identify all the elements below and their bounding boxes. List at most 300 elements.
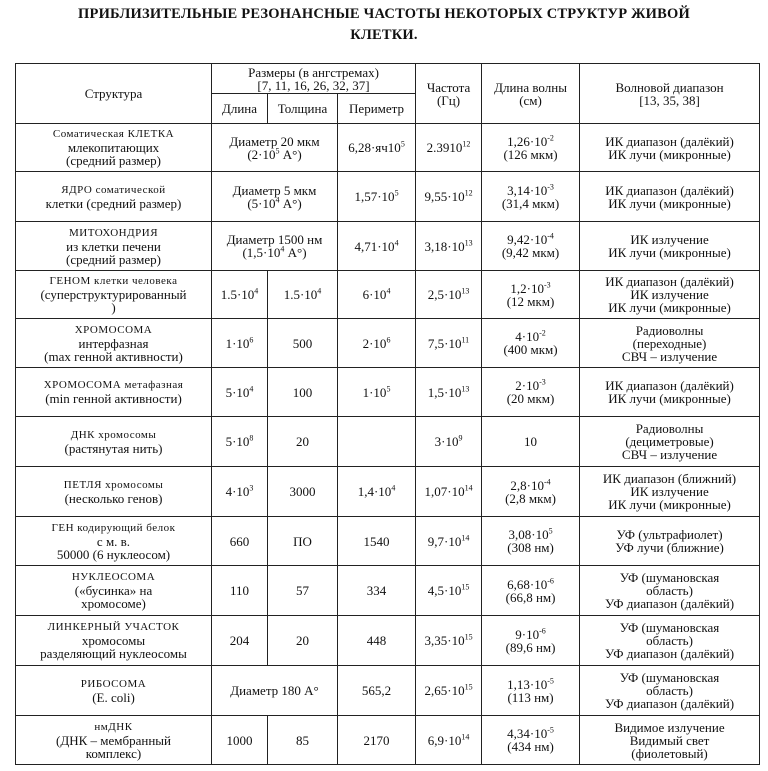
wavelength-exponent: -3 [547,182,554,192]
frequency-mantissa: 1,5·10 [427,384,462,400]
structure-cell [16,124,212,172]
wavelength-mantissa: 3,08·10 [508,527,549,542]
frequency-cell [416,319,482,368]
wave-range-line: ИК лучи (микронные) [608,497,731,512]
perimeter-cell [338,368,416,417]
length-mantissa: 204 [229,633,250,648]
header-wave-range-line-1: Волновой диапазон [615,79,724,95]
frequency-mantissa: 2.3910 [426,140,463,155]
structure-line: ХРОМОСОМА [74,323,153,336]
perimeter-mantissa: 448 [366,633,387,648]
wave-range-line: Видимое излучение [614,719,725,735]
table-body [16,124,760,765]
header-structure: Структура [16,64,212,124]
header-wavelength-line-1: Длина волны [494,79,567,95]
perimeter-exponent: 5 [386,384,391,394]
wavelength-cell [482,566,580,616]
wave-range-line: УФ диапазон (далёкий) [604,596,735,611]
perimeter-cell [338,566,416,616]
table-row [16,222,760,271]
wavelength-metric: (89,6 нм) [505,639,556,655]
length-exponent: 8 [249,433,254,443]
structure-line: (min генной активности) [45,391,182,406]
wavelength-metric: (400 мкм) [503,342,558,357]
header-frequency [416,64,482,124]
structure-line: 50000 (6 нуклеосом) [56,546,171,562]
wave-range-line: УФ диапазон (далёкий) [604,696,735,711]
perimeter-exponent: 6 [386,335,391,345]
wave-range-line: ИК диапазон (ближний) [602,471,737,486]
length-mantissa: 660 [229,533,250,549]
structure-line: («бусинка» на [74,583,153,598]
thickness-exponent: 4 [317,286,322,296]
length-mantissa: 5·10 [225,384,250,400]
thickness-mantissa: 100 [292,384,313,400]
structure-cell [16,417,212,467]
thickness-mantissa: 500 [292,335,313,351]
diameter-line: Диаметр 180 А° [230,683,319,698]
frequency-cell [416,716,482,765]
wavelength-cell [482,222,580,271]
wave-range-line: ИК излучение [630,287,709,302]
diameter-cell [212,172,338,222]
perimeter-exponent: 5 [394,188,399,198]
perimeter-mantissa: 1540 [363,533,390,549]
wave-range-line: СВЧ – излучение [621,348,718,364]
header-perimeter: Периметр [338,94,416,124]
wave-range-cell [580,716,760,765]
length-cell [212,517,268,566]
wavelength-metric: (2,8 мкм) [505,490,556,506]
wavelength-mantissa: 2,8·10 [510,477,544,493]
wave-range-line: УФ диапазон (далёкий) [604,646,735,661]
structure-line: ) [111,300,116,315]
perimeter-cell [338,467,416,517]
wavelength-cell [482,319,580,368]
wave-range-line: УФ (ультрафиолет) [616,527,723,542]
header-length: Длина [212,94,268,124]
wave-range-line: ИК диапазон (далёкий) [605,378,734,393]
perimeter-cell [338,319,416,368]
perimeter-mantissa: 1,57·10 [354,189,395,204]
wavelength-exponent: -6 [539,626,546,636]
wavelength-cell [482,368,580,417]
structure-cell [16,666,212,716]
length-cell [212,417,268,467]
header-sizes-line-2: [7, 11, 16, 26, 32, 37] [257,77,370,93]
wavelength-cell [482,271,580,319]
wavelength-cell [482,467,580,517]
thickness-cell [268,616,338,666]
structure-line: интерфазная [78,335,149,351]
wavelength-exponent: -3 [539,377,546,387]
wavelength-exponent: -6 [547,576,554,586]
table-row [16,566,760,616]
length-cell [212,271,268,319]
structure-cell [16,566,212,616]
resonance-table [15,63,760,765]
wavelength-value [484,282,577,295]
structure-line: ГЕНОМ клетки человека [49,275,178,287]
length-cell [212,467,268,517]
frequency-exponent: 9 [458,433,463,443]
table-row [16,417,760,467]
wavelength-mantissa: 9,42·10 [507,232,548,247]
structure-line: (ДНК – мембранный [56,732,171,748]
structure-line: (E. coli) [92,689,135,705]
wavelength-mantissa: 10 [524,434,538,449]
structure-line: ПЕТЛЯ хромосомы [63,478,164,491]
wavelength-mantissa: 1,2·10 [510,280,544,296]
wavelength-metric: (126 мкм) [503,146,558,162]
table-row [16,467,760,517]
diameter-angstrom-line [214,148,335,161]
frequency-cell [416,222,482,271]
diameter-angstrom-unit: А°) [279,146,302,162]
perimeter-cell [338,417,416,467]
frequency-exponent: 14 [461,732,470,742]
wave-range-cell [580,368,760,417]
wavelength-metric: (9,42 мкм) [501,245,560,260]
structure-line: ЯДРО соматической [61,183,166,196]
length-cell [212,566,268,616]
title-line-2: КЛЕТКИ. [350,27,418,43]
wave-range-cell [580,172,760,222]
structure-cell [16,319,212,368]
structure-line: клетки (средний размер) [45,195,182,211]
length-exponent: 3 [249,483,254,493]
wavelength-metric: (308 нм) [507,540,554,555]
wavelength-value [484,184,577,197]
length-mantissa: 4·10 [225,484,250,499]
frequency-cell [416,172,482,222]
wave-range-line: область) [646,633,693,648]
header-frequency-line-2: (Гц) [436,92,461,108]
structure-line: нмДНК [94,720,133,733]
length-mantissa: 1.5·10 [220,287,255,302]
thickness-mantissa: ПО [293,533,312,549]
frequency-exponent: 13 [461,286,470,296]
diameter-angstrom-line [214,197,335,210]
frequency-exponent: 13 [464,238,473,248]
structure-line: (средний размер) [66,153,161,168]
frequency-mantissa: 3·10 [434,434,459,449]
frequency-cell [416,417,482,467]
perimeter-mantissa: 4,71·10 [354,238,395,254]
wave-range-line: СВЧ – излучение [621,447,718,462]
page-title [0,4,768,46]
thickness-mantissa: 1.5·10 [283,287,318,302]
length-exponent: 4 [249,384,254,394]
table-row [16,517,760,566]
structure-line: ДНК хромосомы [70,428,157,441]
perimeter-mantissa: 565,2 [361,683,392,698]
structure-line: РИБОСОМА [80,677,147,690]
diameter-angstrom-exponent: 4 [280,244,285,254]
thickness-mantissa: 3000 [289,484,316,499]
perimeter-cell [338,517,416,566]
header-sizes-line-1: Размеры (в ангстремах) [248,64,379,80]
wavelength-metric: (31,4 мкм) [501,195,560,211]
length-mantissa: 110 [229,583,250,598]
frequency-exponent: 14 [461,533,470,543]
wave-range-line: УФ (шумановская [619,620,720,635]
wavelength-metric: (20 мкм) [506,391,555,406]
wave-range-cell [580,124,760,172]
wavelength-value [484,435,577,448]
thickness-mantissa: 20 [296,633,309,648]
wave-range-line: ИК диапазон (далёкий) [605,133,734,149]
wave-range-line: УФ лучи (ближние) [615,540,724,555]
length-cell [212,319,268,368]
wavelength-metric: (434 нм) [507,739,554,754]
structure-line: из клетки печени [66,238,161,254]
header-thickness: Толщина [268,94,338,124]
thickness-mantissa: 20 [296,434,309,449]
wavelength-value [484,479,577,492]
diameter-angstrom-unit: А°) [279,195,302,211]
structure-line: с м. в. [96,533,131,549]
wavelength-exponent: -2 [539,328,546,338]
diameter-angstrom-exponent: 5 [275,146,280,156]
wavelength-cell [482,172,580,222]
wave-range-line: УФ (шумановская [619,670,720,685]
diameter-line: Диаметр 5 мкм [232,182,317,198]
wavelength-mantissa: 6,68·10 [507,576,548,592]
header-wavelength [482,64,580,124]
structure-line: (max генной активности) [44,348,183,364]
wave-range-line: Видимый свет [629,732,710,748]
thickness-cell [268,319,338,368]
perimeter-mantissa: 6,28·яч10 [348,140,401,155]
wave-range-line: ИК лучи (микронные) [608,300,731,315]
thickness-mantissa: 57 [296,583,309,598]
perimeter-cell [338,616,416,666]
thickness-cell [268,517,338,566]
frequency-mantissa: 3,35·10 [424,633,465,648]
table-row [16,368,760,417]
diameter-angstrom-mantissa: (2·10 [247,146,276,162]
wave-range-cell [580,319,760,368]
wave-range-line: ИК лучи (микронные) [608,245,731,260]
frequency-exponent: 14 [464,483,473,493]
wavelength-exponent: -4 [547,231,554,241]
frequency-mantissa: 4,5·10 [427,583,462,598]
perimeter-mantissa: 2·10 [362,335,387,351]
wave-range-cell [580,666,760,716]
frequency-exponent: 15 [464,632,473,642]
diameter-angstrom-exponent: 4 [275,195,280,205]
wavelength-metric: (113 нм) [507,689,554,705]
wavelength-exponent: 5 [548,526,553,536]
perimeter-exponent: 4 [394,238,399,248]
frequency-mantissa: 9,7·10 [427,533,462,549]
frequency-exponent: 13 [461,384,470,394]
wavelength-cell [482,716,580,765]
wavelength-cell [482,616,580,666]
structure-cell [16,222,212,271]
structure-line: ГЕН кодирующий белок [51,521,176,534]
wavelength-cell [482,124,580,172]
thickness-mantissa: 85 [296,732,309,748]
thickness-cell [268,368,338,417]
header-row-1 [16,64,760,94]
structure-line: комплекс) [85,745,142,761]
frequency-mantissa: 1,07·10 [424,484,465,499]
table-row [16,319,760,368]
wave-range-line: ИК лучи (микронные) [608,391,731,406]
wavelength-metric: (66,8 нм) [505,589,556,605]
header-wave-range [580,64,760,124]
wavelength-exponent: -3 [543,280,551,290]
structure-line: ХРОМОСОМА метафазная [43,379,184,391]
wave-range-cell [580,566,760,616]
wave-range-line: ИК лучи (микронные) [608,146,731,162]
perimeter-mantissa: 1,4·10 [357,484,392,499]
wavelength-mantissa: 2·10 [515,378,540,393]
frequency-cell [416,666,482,716]
structure-line: хромосомы [81,633,146,648]
length-exponent: 4 [254,286,259,296]
structure-line: Соматическая КЛЕТКА [52,128,175,140]
perimeter-mantissa: 6·10 [362,287,387,302]
structure-cell [16,271,212,319]
thickness-cell [268,271,338,319]
structure-line: млекопитающих [67,140,160,155]
table-row [16,124,760,172]
frequency-cell [416,616,482,666]
wave-range-line: ИК диапазон (далёкий) [605,182,734,198]
wave-range-cell [580,517,760,566]
frequency-mantissa: 2,65·10 [424,683,465,698]
table-row [16,172,760,222]
wavelength-metric: (12 мкм) [506,293,555,309]
length-mantissa: 1·10 [225,335,250,351]
length-mantissa: 5·10 [225,434,250,449]
structure-cell [16,517,212,566]
wavelength-mantissa: 9·10 [515,626,540,642]
diameter-angstrom-line [214,246,335,259]
wave-range-line: (дециметровые) [625,434,714,449]
frequency-cell [416,271,482,319]
frequency-exponent: 12 [464,188,473,198]
frequency-mantissa: 3,18·10 [424,238,465,254]
length-cell [212,368,268,417]
wavelength-mantissa: 4,34·10 [507,726,548,741]
wave-range-line: Радиоволны [635,322,704,338]
wavelength-cell [482,517,580,566]
length-cell [212,616,268,666]
diameter-cell [212,222,338,271]
table-row [16,271,760,319]
structure-cell [16,616,212,666]
table-row [16,616,760,666]
length-cell [212,716,268,765]
perimeter-mantissa: 1·10 [362,384,387,400]
header-frequency-line-1: Частота [426,79,471,95]
structure-cell [16,716,212,765]
structure-line: разделяющий нуклеосомы [40,646,187,661]
thickness-cell [268,417,338,467]
frequency-cell [416,566,482,616]
perimeter-cell [338,271,416,319]
frequency-mantissa: 9,55·10 [424,189,465,204]
perimeter-mantissa: 2170 [363,732,390,748]
perimeter-exponent: 4 [391,483,396,493]
length-mantissa: 1000 [226,732,253,748]
wavelength-mantissa: 4·10 [515,329,540,344]
table-row [16,666,760,716]
wave-range-line: ИК излучение [630,484,709,499]
structure-line: НУКЛЕОСОМА [71,571,156,583]
structure-line: хромосоме) [81,596,146,611]
diameter-line: Диаметр 20 мкм [229,133,320,149]
wave-range-line: область) [646,683,693,698]
diameter-cell [212,666,338,716]
perimeter-exponent: 5 [400,139,405,149]
structure-cell [16,467,212,517]
wavelength-mantissa: 3,14·10 [507,182,548,198]
frequency-exponent: 12 [462,139,471,149]
header-wavelength-line-2: (см) [519,92,542,108]
table-row [16,716,760,765]
frequency-cell [416,517,482,566]
wave-range-cell [580,222,760,271]
thickness-cell [268,716,338,765]
perimeter-cell [338,124,416,172]
structure-line: (суперструктурированный [40,287,187,302]
frequency-cell [416,368,482,417]
frequency-exponent: 15 [461,582,470,592]
wavelength-value [484,678,577,691]
frequency-mantissa: 2,5·10 [427,287,462,302]
frequency-mantissa: 7,5·10 [427,335,462,351]
diameter-line: Диаметр 1500 нм [226,232,323,247]
frequency-exponent: 11 [461,335,470,345]
diameter-angstrom-mantissa: (1,5·10 [242,245,281,260]
wave-range-line: ИК лучи (микронные) [608,195,731,211]
diameter-cell [212,124,338,172]
wave-range-cell [580,467,760,517]
structure-line: (несколько генов) [64,490,163,506]
wavelength-exponent: -5 [547,676,554,686]
wavelength-exponent: -5 [547,725,554,735]
perimeter-cell [338,172,416,222]
wave-range-cell [580,271,760,319]
wavelength-exponent: -2 [547,133,554,143]
wave-range-line: Радиоволны [635,421,704,436]
wave-range-line: УФ (шумановская [619,570,720,585]
wavelength-value [484,628,577,641]
wavelength-cell [482,666,580,716]
perimeter-exponent: 4 [386,286,391,296]
wavelength-cell [482,417,580,467]
wavelength-value [484,578,577,591]
diameter-angstrom-unit: А°) [284,245,307,260]
wave-range-line: ИК излучение [630,232,709,247]
structure-line: МИТОХОНДРИЯ [68,226,159,239]
frequency-cell [416,124,482,172]
frequency-mantissa: 6,9·10 [427,732,462,748]
wave-range-line: область) [646,583,693,598]
wave-range-line: (фиолетовый) [631,745,708,761]
structure-cell [16,172,212,222]
wavelength-mantissa: 1,26·10 [507,133,548,149]
perimeter-mantissa: 334 [366,583,387,598]
header-sizes [212,64,416,94]
wavelength-value [484,135,577,148]
length-exponent: 6 [249,335,254,345]
